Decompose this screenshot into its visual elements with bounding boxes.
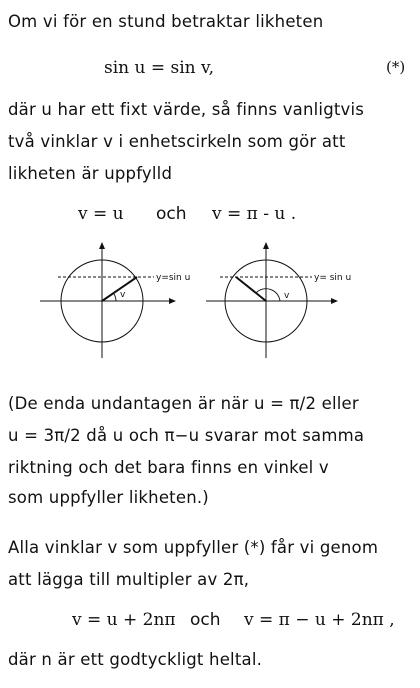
text-line-4: likheten är uppfylld	[8, 164, 173, 183]
unit-circle-figures	[0, 240, 420, 370]
text-all-angles-line-2: att lägga till multipler av 2π,	[8, 570, 250, 589]
solution-v-equals-u: v = u	[78, 204, 124, 224]
parenthetical-line-4: som uppfyller likheten.)	[8, 488, 209, 507]
label-y-sin-u-left: y=sin u	[156, 273, 191, 283]
equation-sin-u-sin-v: sin u = sin v,	[104, 58, 215, 78]
unit-circle-right	[206, 242, 351, 358]
x-axis-arrow-left	[169, 298, 176, 304]
x-axis-arrow-right	[331, 298, 338, 304]
text-all-angles-line-1: Alla vinklar v som uppfyller (*) får vi genom	[8, 538, 379, 557]
parenthetical-line-1: (De enda undantagen är när u = π/2 eller	[8, 394, 359, 413]
label-y-sin-u-right: y= sin u	[314, 273, 352, 283]
text-line-2: där u har ett fixt värde, så finns vanligtvis	[8, 100, 365, 119]
solution-v-equals-pi-minus-u: v = π - u .	[212, 204, 297, 224]
equation-tag: (*)	[386, 58, 406, 76]
text-line-1: Om vi för en stund betraktar likheten	[8, 12, 324, 31]
y-axis-arrow-left	[99, 242, 105, 249]
general-solution-right: v = π − u + 2nπ ,	[244, 610, 395, 630]
text-line-3: två vinklar v i enhetscirkeln som gör att	[8, 132, 346, 151]
general-solution-och: och	[190, 610, 221, 630]
angle-label-left: v	[120, 290, 126, 300]
parenthetical-line-2: u = 3π/2 då u och π−u svarar mot samma	[8, 426, 365, 445]
y-axis-arrow-right	[263, 242, 269, 249]
text-final-line: där n är ett godtyckligt heltal.	[8, 650, 263, 669]
unit-circle-left	[40, 242, 190, 358]
general-solution-left: v = u + 2nπ	[72, 610, 176, 630]
angle-arc-left	[114, 294, 116, 301]
angle-label-right: v	[284, 291, 290, 301]
parenthetical-line-3: riktning och det bara finns en vinkel v	[8, 458, 329, 477]
solution-och: och	[156, 204, 187, 224]
